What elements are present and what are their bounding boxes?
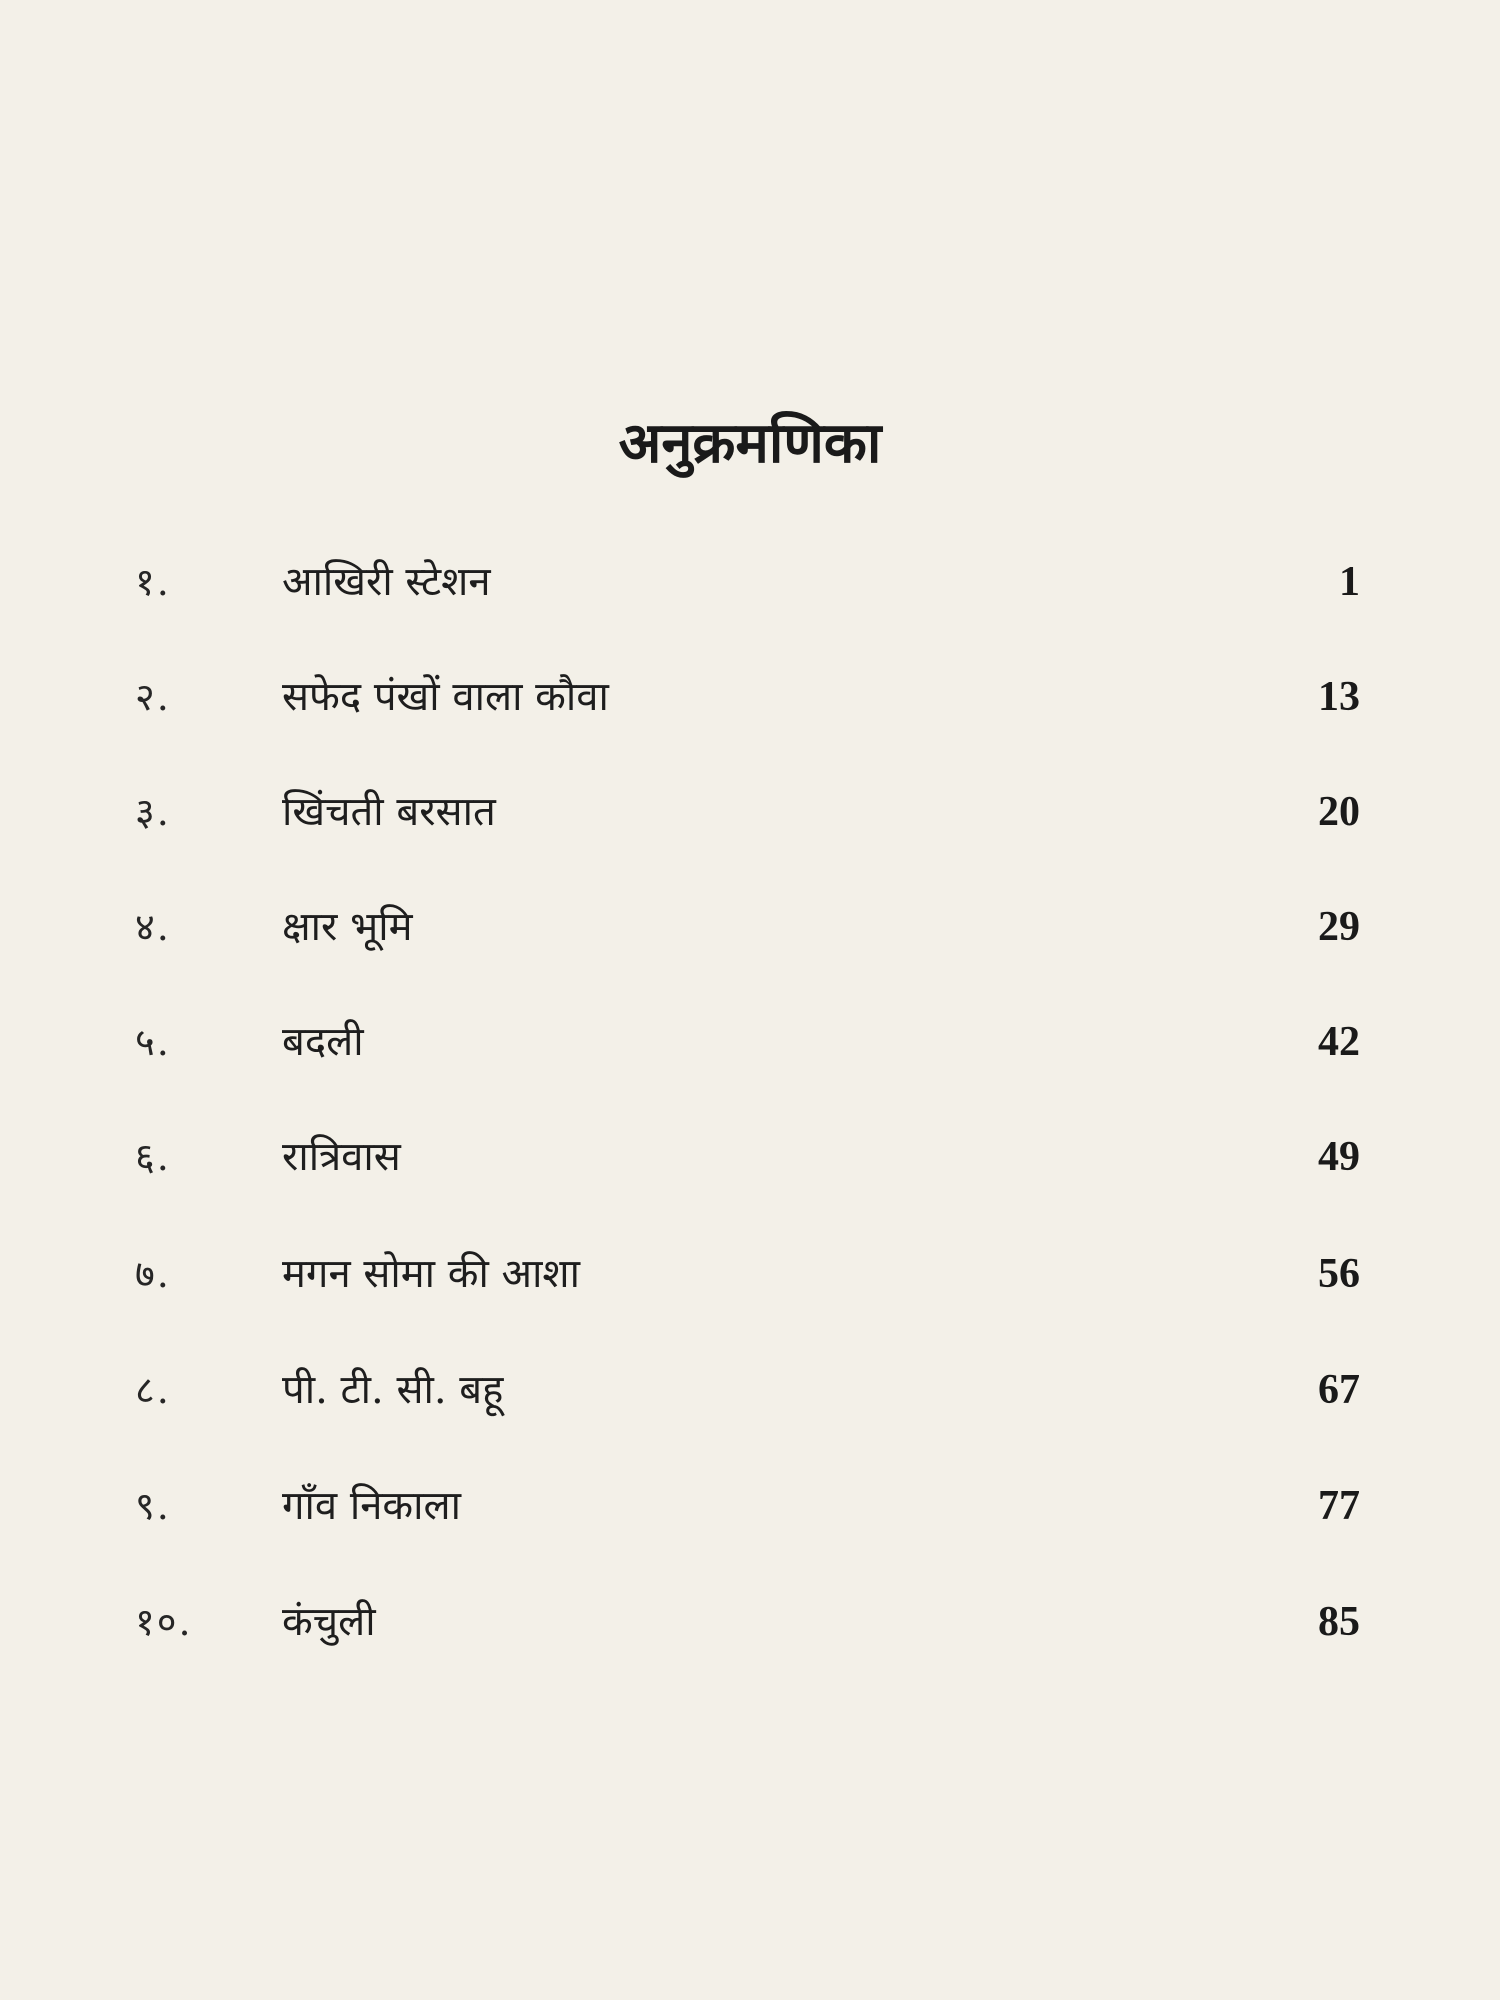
toc-entry-number: ६. [135, 1135, 171, 1179]
toc-entry-page: 85 [1318, 1599, 1360, 1645]
toc-entry-title: गाँव निकाला [282, 1483, 461, 1529]
toc-entry-title: क्षार भूमि [282, 904, 413, 950]
toc-entry-number: ५. [135, 1020, 171, 1064]
toc-entry-title: कंचुली [282, 1599, 376, 1645]
toc-entry-4 [0, 887, 1500, 967]
toc-entry-page: 56 [1318, 1251, 1360, 1297]
toc-entry-1 [0, 542, 1500, 622]
toc-entry-number: ४. [135, 905, 171, 949]
page-title: अनुक्रमणिका [618, 410, 882, 476]
toc-entry-number: ८. [135, 1368, 171, 1412]
toc-entry-title: रात्रिवास [282, 1134, 401, 1180]
toc-entry-number: १. [135, 560, 171, 604]
toc-entry-number: २. [135, 675, 171, 719]
toc-entry-page: 29 [1318, 904, 1360, 950]
toc-entry-number: १०. [135, 1600, 193, 1644]
toc-entry-title: मगन सोमा की आशा [282, 1251, 580, 1297]
toc-entry-7 [0, 1234, 1500, 1314]
toc-entry-page: 77 [1318, 1483, 1360, 1529]
toc-entry-title: आखिरी स्टेशन [282, 559, 491, 605]
toc-entry-5 [0, 1002, 1500, 1082]
toc-entry-2 [0, 657, 1500, 737]
toc-entry-3 [0, 772, 1500, 852]
toc-entry-page: 49 [1318, 1134, 1360, 1180]
toc-entry-6 [0, 1117, 1500, 1197]
toc-entry-title: बदली [282, 1019, 364, 1065]
toc-entry-page: 13 [1318, 674, 1360, 720]
toc-entry-page: 20 [1318, 789, 1360, 835]
toc-entry-page: 1 [1339, 559, 1360, 605]
toc-entry-title: सफेद पंखों वाला कौवा [282, 674, 609, 720]
toc-entry-page: 42 [1318, 1019, 1360, 1065]
toc-entry-10 [0, 1582, 1500, 1662]
toc-entry-title: खिंचती बरसात [282, 789, 496, 835]
toc-entry-9 [0, 1466, 1500, 1546]
toc-entry-number: ९. [135, 1484, 171, 1528]
toc-entry-number: ३. [135, 790, 171, 834]
toc-entry-number: ७. [135, 1252, 171, 1296]
toc-entry-8 [0, 1350, 1500, 1430]
toc-entry-page: 67 [1318, 1367, 1360, 1413]
toc-entry-title: पी. टी. सी. बहू [282, 1367, 504, 1413]
